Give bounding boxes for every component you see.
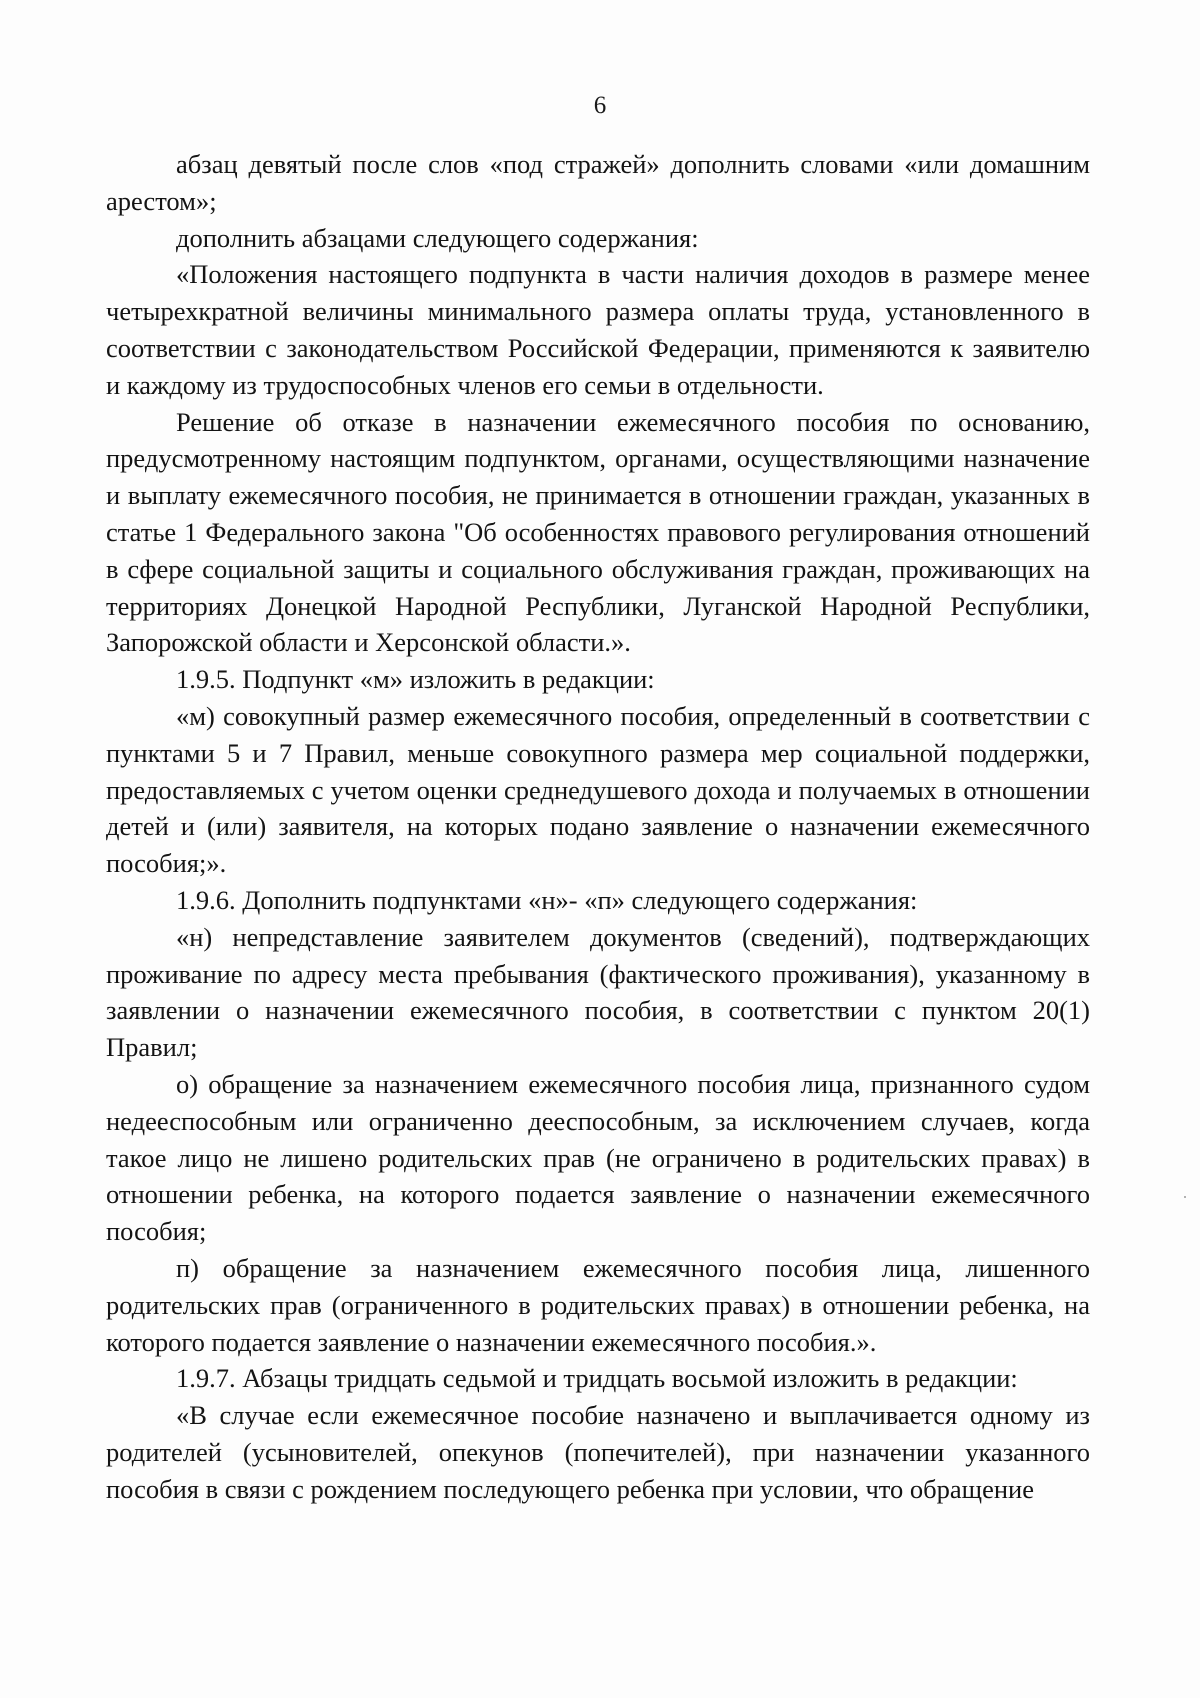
paragraph-income-provisions: «Положения настоящего подпункта в части наличия доходов в размере менее четырехкратной величины минимального размера оплаты труда, установленного в соответствии с законодательством Российской Федерации, применяются к заявителю и каждому из трудоспособных членов его семьи в отдельности. <box>106 259 1090 400</box>
paragraph-subclause-o: о) обращение за назначением ежемесячного пособия лица, признанного судом недееспособным или ограниченно дееспособным, за исключением случаев, когда такое лицо не лишено родительских прав (не ограничено в родительских правах) в отношении ребенка, на которого подается заявление о назначении ежемесячного пособия; <box>106 1068 1090 1247</box>
document-body <box>106 146 1090 1507</box>
paragraph-add-paragraphs-intro: дополнить абзацами следующего содержания: <box>176 222 699 253</box>
scan-artifact-dot <box>1184 1196 1186 1198</box>
paragraph-refusal-decision: Решение об отказе в назначении ежемесячного пособия по основанию, предусмотренному настоящим подпунктом, органами, осуществляющими назначение и выплату ежемесячного пособия, не принимается в отношении граждан, указанных в статье 1 Федерального закона "Об особенностях правового регулирования отношений в сфере социальной защиты и социального обслуживания граждан, проживающих на территориях Донецкой Народной Республики, Луганской Народной Республики, Запорожской области и Херсонской области.». <box>106 406 1090 658</box>
paragraph-paragraph-37-text: «В случае если ежемесячное пособие назначено и выплачивается одному из родителей (усыновителей, опекунов (попечителей), при назначении указанного пособия в связи с рождением последующего ребенка при условии, что обращение <box>106 1400 1090 1504</box>
paragraph-subclause-p: п) обращение за назначением ежемесячного пособия лица, лишенного родительских прав (ограниченного в родительских правах) в отношении ребенка, на которого подается заявление о назначении ежемесячного пособия.». <box>106 1252 1090 1357</box>
page-number: 6 <box>593 92 607 119</box>
paragraph-paragraph-nine-amendment: абзац девятый после слов «под стражей» дополнить словами «или домашним арестом»; <box>106 149 1090 216</box>
paragraph-clause-1-9-5: 1.9.5. Подпункт «м» изложить в редакции: <box>176 664 655 695</box>
paragraph-clause-1-9-6: 1.9.6. Дополнить подпунктами «н»- «п» следующего содержания: <box>176 884 918 915</box>
paragraph-subclause-n: «н) непредставление заявителем документов (сведений), подтверждающих проживание по адресу места пребывания (фактического проживания), указанному в заявлении о назначении ежемесячного пособия, в соответствии с пунктом 20(1) Правил; <box>106 921 1090 1063</box>
paragraph-clause-1-9-7: 1.9.7. Абзацы тридцать седьмой и тридцать восьмой изложить в редакции: <box>176 1363 1018 1394</box>
paragraph-subclause-m: «м) совокупный размер ежемесячного пособия, определенный в соответствии с пунктами 5 и 7 Правил, меньше совокупного размера мер социальной поддержки, предоставляемых с учетом оценки среднедушевого дохода и получаемых в отношении детей и (или) заявителя, на которых подано заявление о назначении ежемесячного пособия;». <box>106 700 1090 879</box>
